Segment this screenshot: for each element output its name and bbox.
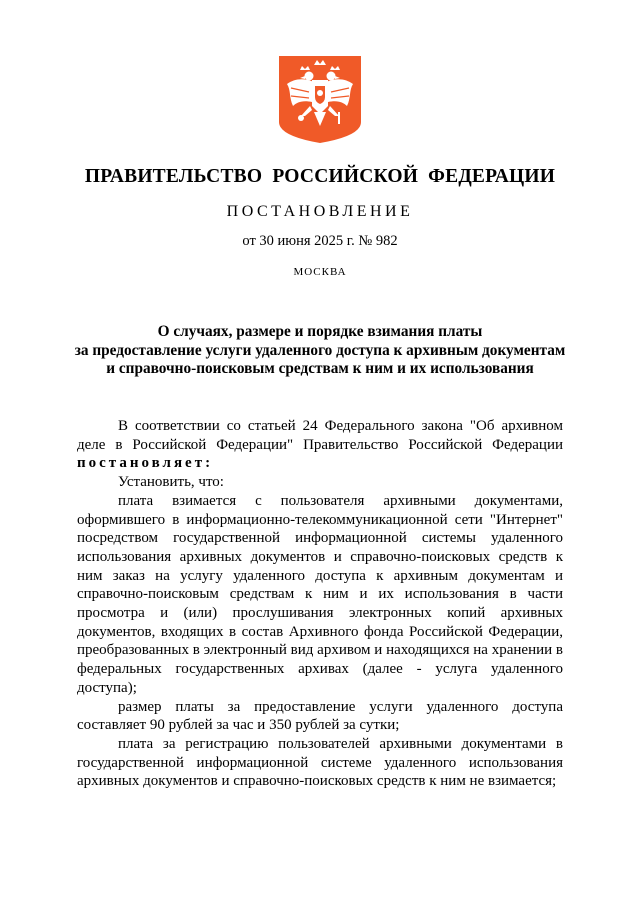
paragraph-1: Установить, что: xyxy=(118,474,224,491)
document-date-number: от 30 июня 2025 г. № 982 xyxy=(242,233,398,249)
coat-of-arms-icon xyxy=(279,56,361,143)
preamble-text: В соответствии со статьей 24 Федерального закона "Об архивном деле в Российской Федерации" Правительство Российской Федерации xyxy=(77,418,563,453)
subject-line-2: за предоставление услуги удаленного доступа к архивным документам xyxy=(74,341,566,359)
document-body xyxy=(77,417,563,791)
paragraph-4: плата за регистрацию пользователей архивными документами в государственной информационной системе удаленного использования архивных документов и справочно-поисковых средств к ним не взимается; xyxy=(77,735,563,790)
paragraph-3: размер платы за предоставление услуги удаленного доступа составляет 90 рублей за час и 350 рублей за сутки; xyxy=(77,698,563,734)
document-city: МОСКВА xyxy=(293,266,347,278)
paragraph-2: плата взимается с пользователя архивными документами, оформившего в информационно-телекоммуникационной сети "Интернет" посредством государственной информационной системы удаленного использования архивных документов и справочно-поисковых средств к ним заказ на услугу удаленного доступа к архивным документам и справочно-поисковым средствам к ним и их использования в части просмотра и (или) прослушивания электронных копий архивных документов, входящих в состав Архивного фонда Российской Федерации, преобразованных в электронный вид архивом и находящихся на хранении в федеральных государственных архивах (далее - услуга удаленного доступа); xyxy=(77,492,563,696)
government-title: ПРАВИТЕЛЬСТВО РОССИЙСКОЙ ФЕДЕРАЦИИ xyxy=(84,166,556,187)
subject-line-1: О случаях, размере и порядке взимания платы xyxy=(157,323,483,340)
preamble-paragraph xyxy=(77,417,563,473)
decree-word: постановляет: xyxy=(77,455,214,472)
document-type: ПОСТАНОВЛЕНИЕ xyxy=(226,203,414,220)
subject-line-3: и справочно-поисковым средствам к ним и их использования xyxy=(106,360,534,377)
document-subject xyxy=(0,323,640,379)
